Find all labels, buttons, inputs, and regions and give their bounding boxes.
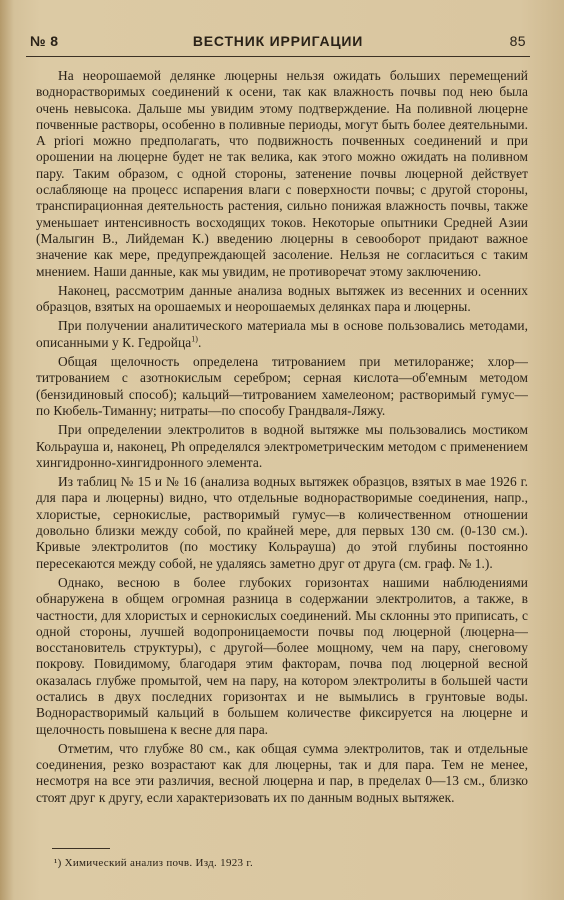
footnote-reference[interactable]: 1) — [191, 334, 198, 344]
issue-number: № 8 — [30, 33, 59, 49]
paragraph-6: Из таблиц № 15 и № 16 (анализа водных вытяжек образцов, взятых в мае 1926 г. для пара и люцерны) видно, что отдельные воднорастворимые соединения, напр., хлористые, сернокислые, растворимый гумус—в количественном отношении довольно близки между собой, по крайней мере, для первых 130 см. (0-130 см.). Кривые электролитов (по мостику Кольрауша) до этой глубины постоянно пересекаются между собой, не удаляясь заметно друг от друга (см. граф. № 1.). — [36, 474, 528, 571]
paragraph-5: При определении электролитов в водной вытяжке мы пользовались мостиком Кольрауша и, наконец, Ph определялся электрометрическим методом с применением хингидронно-хингидронного элемента. — [36, 422, 528, 470]
paragraph-1: На неорошаемой делянке люцерны нельзя ожидать больших перемещений воднорастворимых соединений к осени, так как влажность почвы под нею была очень невысока. Дальше мы увидим этому подтверждение. На поливной люцерне почвенные растворы, особенно в поливные периоды, могут быть более деятельными. A priori можно предполагать, что подвижность почвенных соединений и при орошении на люцерне будет не так велика, как этого можно ожидать на поливном пару. Таким образом, с одной стороны, затенение почвы люцерной действует ослабляюще на процесс испарения влаги с поверхности почвы; с другой стороны, транспирационная деятельность растения, сильно понижая влажность почвы, также уменьшает интенсивность восходящих токов. Некоторые опытники Средней Азии (Малыгин В., Лийдеман К.) введению люцерны в севооборот придают важное значение как мере, предупреждающей засоление. Нельзя не согласиться с таким мнением. Наши данные, как мы увидим, не противоречат этому заключению. — [36, 68, 528, 279]
paragraph-7: Однако, весною в более глубоких горизонтах нашими наблюдениями обнаружена в общем огромная разница в содержании электролитов, а также, в частности, для хлористых и сернокислых соединений. Мы склонны это приписать, с одной стороны, лучшей водопроницаемости почвы под люцерной (люцерна—восстановитель структуры), с другой—более мощному, чем на пару, снеговому покрову. Повидимому, благодаря этим факторам, почва под люцерной весной оказалась глубже промытой, чем на пару, на котором электролиты в большей части остались в двух последних горизонтах и не вымылись в грунтовые воды. Воднорастворимый кальций в большем количестве фиксируется на люцерне и щелочность повышена к весне для пара. — [36, 574, 528, 737]
paragraph-3 — [36, 318, 528, 351]
paragraph-3-tail: . — [198, 334, 202, 350]
footnote: ¹) Химический анализ почв. Изд. 1923 г. — [54, 857, 254, 869]
paragraph-3-text: При получении аналитического материала мы в основе пользовались методами, описанными у К. Гедройца — [36, 318, 528, 350]
article-body — [36, 68, 528, 809]
footnote-rule — [52, 848, 110, 849]
paragraph-2: Наконец, рассмотрим данные анализа водных вытяжек из весенних и осенних образцов, взятых на орошаемых и неорошаемых делянках пара и люцерны. — [36, 282, 528, 315]
header-rule — [26, 56, 530, 57]
running-header — [30, 33, 526, 53]
paragraph-4: Общая щелочность определена титрованием при метилоранже; хлор—титрованием с азотнокислым серебром; серная кислота—об'емным методом (бензидиновый способ); кальций—титрованием хамелеоном; растворимый гумус—по Кюбель-Тиманну; нитраты—по способу Грандваля-Ляжу. — [36, 354, 528, 418]
page-number: 85 — [509, 33, 526, 49]
paragraph-8: Отметим, что глубже 80 см., как общая сумма электролитов, так и отдельные соединения, резко возрастают как для люцерны, так и для пара. Тем не менее, несмотря на все эти различия, весной люцерна и пар, в пределах 0—13 см., близко стоят друг к другу, если характеризовать их по данным водных вытяжек. — [36, 740, 528, 805]
journal-title: ВЕСТНИК ИРРИГАЦИИ — [192, 33, 364, 49]
